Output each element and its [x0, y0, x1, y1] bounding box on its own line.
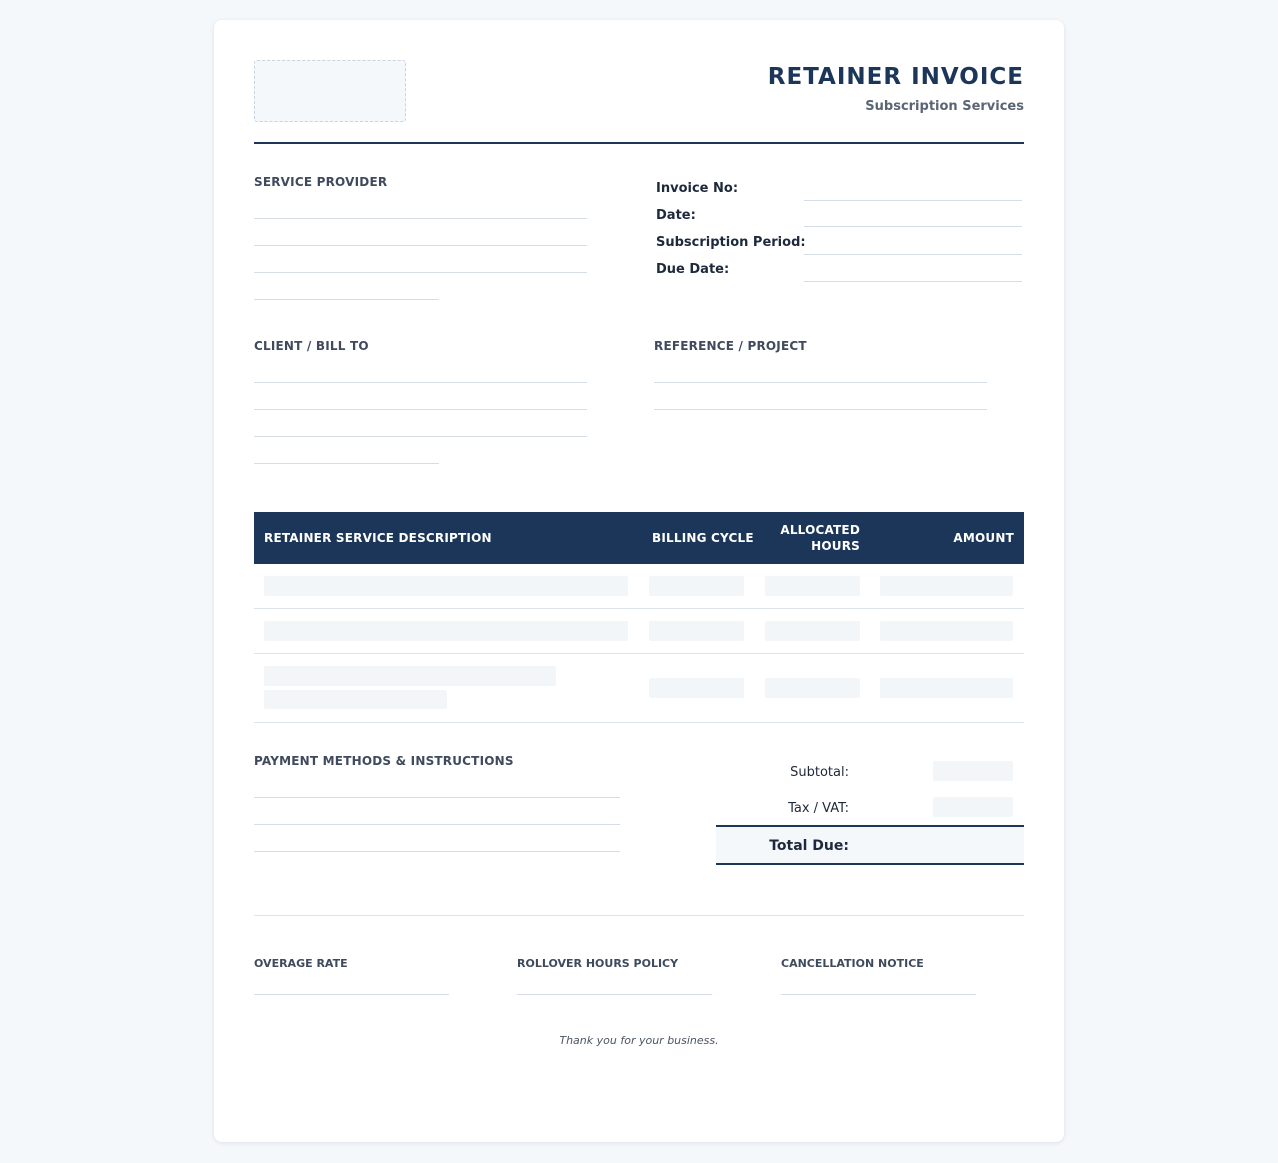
client-line-1[interactable] — [254, 382, 587, 383]
thank-you-note: Thank you for your business. — [559, 1034, 719, 1047]
invoice-page — [214, 20, 1064, 1142]
subtotal-label: Subtotal: — [790, 765, 849, 780]
billing-cycle-cell[interactable] — [649, 576, 744, 596]
description-cell-line-2[interactable] — [264, 690, 447, 709]
date-field[interactable] — [804, 226, 1022, 227]
reference-line-1[interactable] — [654, 382, 987, 383]
date-label: Date: — [656, 208, 696, 223]
client-line-2[interactable] — [254, 409, 587, 410]
line-items-table-header — [254, 512, 1024, 564]
row-divider — [254, 653, 1024, 654]
amount-cell[interactable] — [880, 621, 1013, 641]
cancellation-notice-label: CANCELLATION NOTICE — [781, 957, 924, 970]
reference-project-label: REFERENCE / PROJECT — [654, 339, 807, 353]
invoice-no-field[interactable] — [804, 200, 1022, 201]
client-line-4[interactable] — [254, 463, 439, 464]
logo-placeholder[interactable] — [254, 60, 406, 122]
overage-rate-label: OVERAGE RATE — [254, 957, 348, 970]
due-date-field[interactable] — [804, 281, 1022, 282]
description-cell[interactable] — [264, 576, 628, 596]
payment-line-1[interactable] — [254, 797, 620, 798]
footer-divider — [254, 915, 1024, 916]
subscription-period-label: Subscription Period: — [656, 235, 806, 250]
subtotal-value[interactable] — [933, 761, 1013, 781]
col-amount-header: AMOUNT — [953, 531, 1014, 545]
billing-cycle-cell[interactable] — [649, 678, 744, 698]
allocated-hours-cell[interactable] — [765, 576, 860, 596]
row-divider — [254, 722, 1024, 723]
description-cell[interactable] — [264, 621, 628, 641]
subscription-period-field[interactable] — [804, 254, 1022, 255]
provider-line-3[interactable] — [254, 272, 587, 273]
service-provider-label: SERVICE PROVIDER — [254, 175, 388, 189]
total-due-label: Total Due: — [769, 838, 849, 854]
payment-methods-label: PAYMENT METHODS & INSTRUCTIONS — [254, 754, 514, 768]
invoice-title: RETAINER INVOICE — [767, 64, 1024, 90]
description-cell[interactable] — [264, 666, 556, 686]
provider-line-2[interactable] — [254, 245, 587, 246]
total-due-row — [716, 825, 1024, 865]
amount-cell[interactable] — [880, 576, 1013, 596]
row-divider — [254, 608, 1024, 609]
due-date-label: Due Date: — [656, 262, 730, 277]
payment-line-3[interactable] — [254, 851, 620, 852]
col-allocated-hours-header: ALLOCATED HOURS — [780, 523, 860, 553]
col-billing-cycle-header: BILLING CYCLE — [652, 531, 754, 545]
provider-line-1[interactable] — [254, 218, 587, 219]
allocated-hours-cell[interactable] — [765, 621, 860, 641]
rollover-hours-policy-field[interactable] — [517, 994, 712, 995]
billing-cycle-cell[interactable] — [649, 621, 744, 641]
client-bill-to-label: CLIENT / BILL TO — [254, 339, 369, 353]
invoice-no-label: Invoice No: — [656, 181, 739, 196]
allocated-hours-cell[interactable] — [765, 678, 860, 698]
provider-line-4[interactable] — [254, 299, 439, 300]
invoice-subtitle: Subscription Services — [865, 99, 1024, 114]
header-divider — [254, 142, 1024, 144]
reference-line-2[interactable] — [654, 409, 987, 410]
col-description-header: RETAINER SERVICE DESCRIPTION — [264, 531, 492, 545]
rollover-hours-policy-label: ROLLOVER HOURS POLICY — [517, 957, 679, 970]
amount-cell[interactable] — [880, 678, 1013, 698]
cancellation-notice-field[interactable] — [781, 994, 976, 995]
tax-vat-value[interactable] — [933, 797, 1013, 817]
overage-rate-field[interactable] — [254, 994, 449, 995]
tax-vat-label: Tax / VAT: — [788, 801, 849, 816]
client-line-3[interactable] — [254, 436, 587, 437]
payment-line-2[interactable] — [254, 824, 620, 825]
